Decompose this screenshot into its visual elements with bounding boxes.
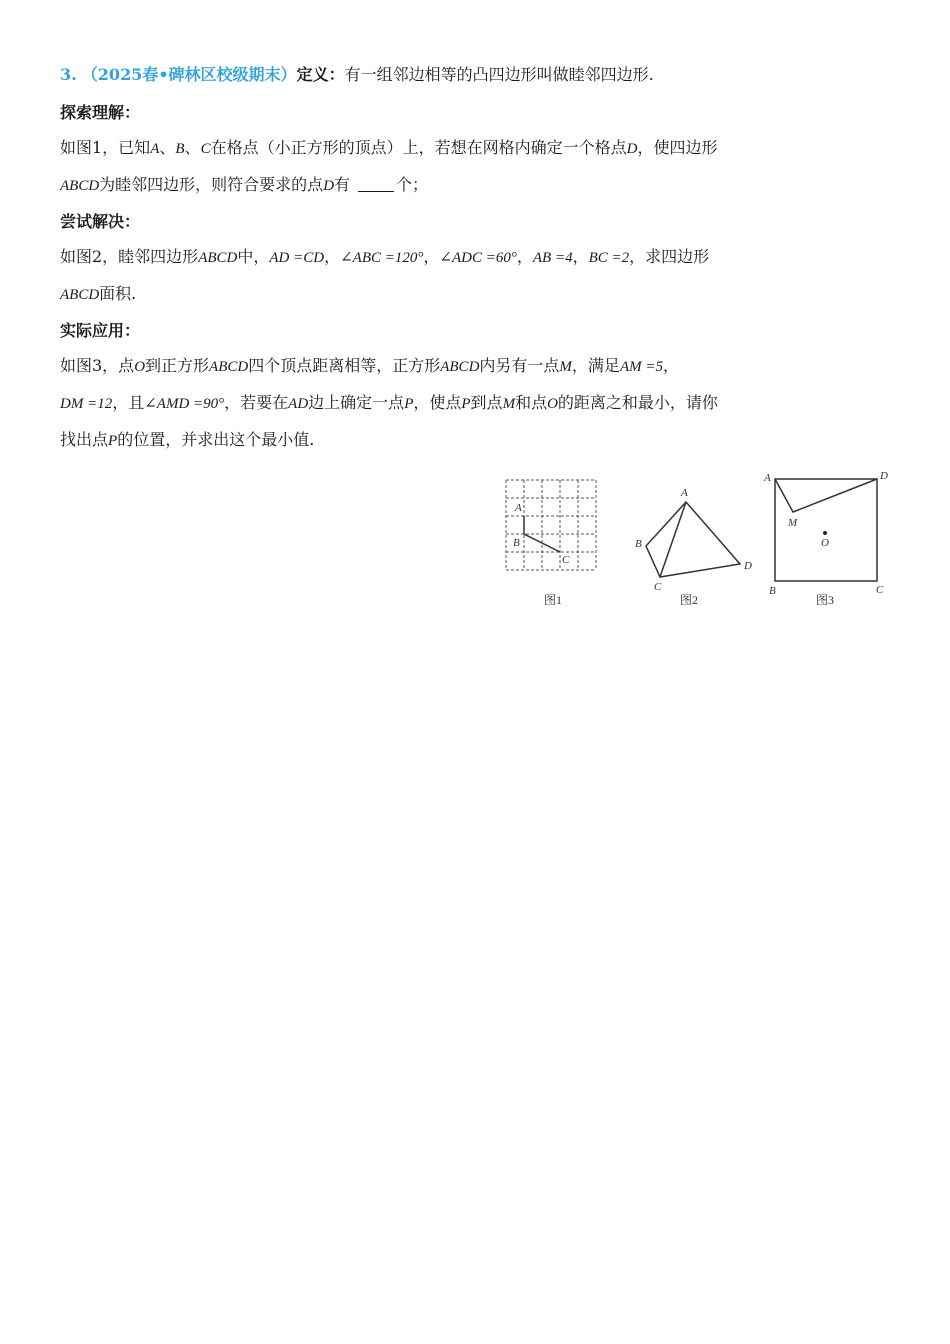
equation-angle-ADC: ∠ADC =60°	[439, 250, 517, 266]
separator: ，	[423, 247, 440, 266]
explore-text: 如图1，已知	[60, 138, 151, 157]
explore-text: 有	[334, 175, 351, 194]
figure-2	[635, 487, 752, 607]
explore-text: 个；	[396, 175, 429, 194]
label-C: C	[562, 554, 570, 566]
equation-AD-CD: AD =CD	[269, 250, 325, 266]
apply-text: ，且	[112, 393, 145, 412]
label-O: O	[821, 537, 829, 549]
segments-AMD	[775, 479, 877, 512]
try-line-1	[60, 245, 709, 270]
definition-text: 有一组邻边相等的凸四边形叫做睦邻四边形.	[344, 65, 654, 84]
diagonal-AC	[660, 502, 686, 577]
try-section-title: 尝试解决：	[60, 212, 141, 231]
math-P: P	[404, 396, 414, 412]
figure-1	[506, 480, 596, 607]
apply-text: 的位置，并求出这个最小值.	[117, 430, 315, 449]
math-P: P	[461, 396, 471, 412]
apply-line-2	[60, 391, 718, 416]
apply-text: 到正方形	[145, 356, 210, 375]
equation-BC: BC =2	[588, 250, 630, 266]
explore-text: 在格点（小正方形的顶点）上，若想在网格内确定一个格点	[210, 138, 627, 157]
apply-section-title: 实际应用：	[60, 321, 141, 340]
try-text: 中，	[237, 247, 270, 266]
equation-DM: DM =12	[60, 396, 113, 412]
explore-text: ，使四边形	[637, 138, 718, 157]
explore-text: 为睦邻四边形，则符合要求的点	[99, 175, 324, 194]
math-ABCD: ABCD	[60, 287, 100, 303]
definition-label: 定义：	[296, 65, 345, 84]
apply-text: 如图3，点	[60, 356, 135, 375]
problem-number: 3.	[60, 65, 77, 84]
quad-ABCD	[646, 502, 740, 577]
math-M: M	[502, 396, 516, 412]
problem-header-line	[60, 63, 654, 87]
label-B: B	[635, 538, 642, 550]
explore-line-1	[60, 136, 717, 161]
equation-AM: AM =5	[619, 359, 663, 375]
math-D: D	[626, 141, 638, 157]
math-ABCD: ABCD	[209, 359, 249, 375]
apply-text: ，使点	[413, 393, 462, 412]
separator: 、	[184, 138, 201, 157]
apply-text: ，若要在	[224, 393, 289, 412]
caption-fig3: 图3	[816, 593, 835, 607]
explore-section-title: 探索理解：	[60, 103, 141, 122]
math-ABCD: ABCD	[60, 178, 100, 194]
explore-line-2	[60, 173, 428, 198]
apply-text: 边上确定一点	[308, 393, 405, 412]
apply-line-1	[60, 354, 679, 379]
equation-AB: AB =4	[532, 250, 573, 266]
answer-blank	[358, 175, 394, 192]
label-A: A	[764, 472, 771, 484]
label-D: D	[744, 560, 752, 572]
equation-angle-AMD: ∠AMD =90°	[144, 396, 225, 412]
try-line-2	[60, 282, 136, 307]
math-O: O	[134, 359, 146, 375]
label-M: M	[788, 517, 798, 529]
label-A: A	[681, 487, 688, 499]
separator: ，	[662, 356, 679, 375]
try-text: ，求四边形	[629, 247, 710, 266]
apply-text: 内另有一点	[479, 356, 560, 375]
apply-text: 找出点	[60, 430, 109, 449]
apply-line-3	[60, 428, 314, 453]
math-AD: AD	[288, 396, 309, 412]
label-C: C	[876, 584, 884, 596]
apply-text: 四个顶点距离相等，正方形	[248, 356, 441, 375]
math-ABCD: ABCD	[198, 250, 238, 266]
apply-text: ，满足	[571, 356, 620, 375]
math-D: D	[323, 178, 335, 194]
label-A: A	[515, 502, 522, 514]
math-O: O	[547, 396, 558, 412]
caption-fig2: 图2	[680, 593, 699, 607]
separator: ，	[516, 247, 533, 266]
label-B: B	[769, 585, 776, 597]
label-B: B	[513, 537, 520, 549]
separator: ，	[572, 247, 589, 266]
apply-text: 到点	[470, 393, 503, 412]
caption-fig1: 图1	[544, 593, 563, 607]
math-B: B	[175, 141, 185, 157]
apply-text: 的距离之和最小，请你	[557, 393, 718, 412]
math-M: M	[559, 359, 572, 375]
try-text: 如图2，睦邻四边形	[60, 247, 199, 266]
problem-source: （2025春•碑林区校级期末）	[81, 65, 297, 84]
try-text: 面积.	[99, 284, 137, 303]
point-O	[823, 531, 827, 535]
math-ABCD: ABCD	[440, 359, 480, 375]
square-ABCD	[775, 479, 877, 581]
figures-panel	[500, 462, 900, 612]
grid-lines	[506, 480, 596, 570]
separator: 、	[159, 138, 176, 157]
label-C: C	[654, 581, 662, 593]
figure-3	[763, 470, 888, 607]
separator: ，	[324, 247, 341, 266]
math-A: A	[150, 141, 160, 157]
math-C: C	[200, 141, 211, 157]
math-P: P	[108, 433, 118, 449]
apply-text: 和点	[515, 393, 548, 412]
equation-angle-ABC: ∠ABC =120°	[340, 250, 424, 266]
label-D: D	[880, 470, 888, 482]
